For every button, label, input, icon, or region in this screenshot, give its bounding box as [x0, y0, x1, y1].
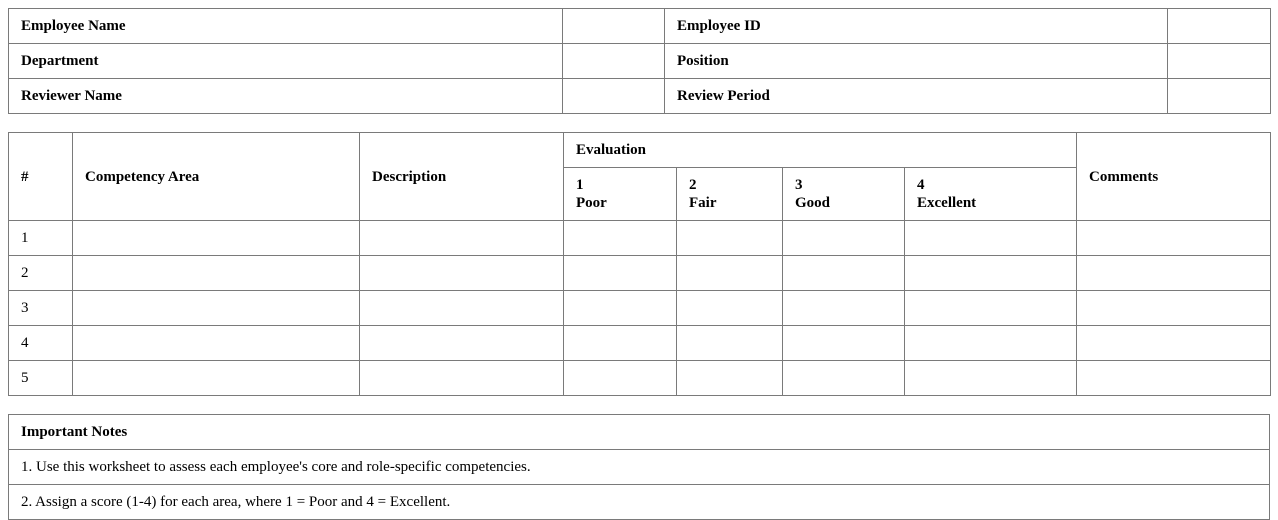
scale-label: Good	[795, 195, 831, 211]
comments-cell[interactable]	[1077, 256, 1271, 291]
evaluation-header: Evaluation	[564, 133, 1077, 168]
row-number: 1	[9, 221, 73, 256]
notes-title-row	[9, 415, 1270, 450]
competency-header-row	[9, 133, 1271, 168]
position-label: Position	[665, 44, 1168, 79]
scale-score: 4	[917, 177, 925, 193]
scale-fair-header	[677, 168, 783, 221]
notes-title: Important Notes	[9, 415, 1270, 450]
competency-area-header: Competency Area	[73, 133, 360, 221]
employee-info-table	[8, 8, 1271, 114]
review-period-field[interactable]	[1168, 79, 1271, 114]
table-row	[9, 326, 1271, 361]
department-label: Department	[9, 44, 563, 79]
employee-id-field[interactable]	[1168, 9, 1271, 44]
score-fair-cell[interactable]	[677, 256, 783, 291]
table-row	[9, 221, 1271, 256]
row-number: 3	[9, 291, 73, 326]
scale-label: Fair	[689, 195, 717, 211]
description-header: Description	[360, 133, 564, 221]
description-cell[interactable]	[360, 326, 564, 361]
score-excellent-cell[interactable]	[905, 361, 1077, 396]
employee-name-label: Employee Name	[9, 9, 563, 44]
score-good-cell[interactable]	[783, 291, 905, 326]
score-excellent-cell[interactable]	[905, 326, 1077, 361]
competency-area-cell[interactable]	[73, 326, 360, 361]
comments-header: Comments	[1077, 133, 1271, 221]
score-excellent-cell[interactable]	[905, 221, 1077, 256]
row-number: 2	[9, 256, 73, 291]
notes-item-row	[9, 485, 1270, 520]
number-header: #	[9, 133, 73, 221]
comments-cell[interactable]	[1077, 326, 1271, 361]
competency-area-cell[interactable]	[73, 256, 360, 291]
scale-score: 1	[576, 177, 584, 193]
important-notes-table	[8, 414, 1270, 520]
employee-id-label: Employee ID	[665, 9, 1168, 44]
score-poor-cell[interactable]	[564, 221, 677, 256]
notes-item: 1. Use this worksheet to assess each employee's core and role-specific competencies.	[9, 450, 1270, 485]
comments-cell[interactable]	[1077, 361, 1271, 396]
employee-name-row	[9, 9, 1271, 44]
description-cell[interactable]	[360, 221, 564, 256]
score-fair-cell[interactable]	[677, 291, 783, 326]
description-cell[interactable]	[360, 256, 564, 291]
reviewer-name-label: Reviewer Name	[9, 79, 563, 114]
competency-area-cell[interactable]	[73, 221, 360, 256]
department-field[interactable]	[563, 44, 665, 79]
reviewer-row	[9, 79, 1271, 114]
score-poor-cell[interactable]	[564, 361, 677, 396]
score-poor-cell[interactable]	[564, 291, 677, 326]
department-row	[9, 44, 1271, 79]
notes-item-row	[9, 450, 1270, 485]
competency-table	[8, 132, 1271, 396]
scale-excellent-header	[905, 168, 1077, 221]
description-cell[interactable]	[360, 291, 564, 326]
scale-score: 3	[795, 177, 803, 193]
comments-cell[interactable]	[1077, 221, 1271, 256]
score-poor-cell[interactable]	[564, 326, 677, 361]
reviewer-name-field[interactable]	[563, 79, 665, 114]
scale-label: Excellent	[917, 195, 977, 211]
score-excellent-cell[interactable]	[905, 291, 1077, 326]
comments-cell[interactable]	[1077, 291, 1271, 326]
scale-score: 2	[689, 177, 697, 193]
row-number: 5	[9, 361, 73, 396]
score-excellent-cell[interactable]	[905, 256, 1077, 291]
scale-label: Poor	[576, 195, 607, 211]
score-fair-cell[interactable]	[677, 326, 783, 361]
score-poor-cell[interactable]	[564, 256, 677, 291]
position-field[interactable]	[1168, 44, 1271, 79]
score-good-cell[interactable]	[783, 256, 905, 291]
table-row	[9, 256, 1271, 291]
table-row	[9, 291, 1271, 326]
scale-good-header	[783, 168, 905, 221]
review-period-label: Review Period	[665, 79, 1168, 114]
scale-poor-header	[564, 168, 677, 221]
score-fair-cell[interactable]	[677, 221, 783, 256]
competency-area-cell[interactable]	[73, 291, 360, 326]
score-fair-cell[interactable]	[677, 361, 783, 396]
employee-name-field[interactable]	[563, 9, 665, 44]
description-cell[interactable]	[360, 361, 564, 396]
row-number: 4	[9, 326, 73, 361]
notes-item: 2. Assign a score (1-4) for each area, where 1 = Poor and 4 = Excellent.	[9, 485, 1270, 520]
table-row	[9, 361, 1271, 396]
score-good-cell[interactable]	[783, 361, 905, 396]
score-good-cell[interactable]	[783, 221, 905, 256]
competency-area-cell[interactable]	[73, 361, 360, 396]
score-good-cell[interactable]	[783, 326, 905, 361]
